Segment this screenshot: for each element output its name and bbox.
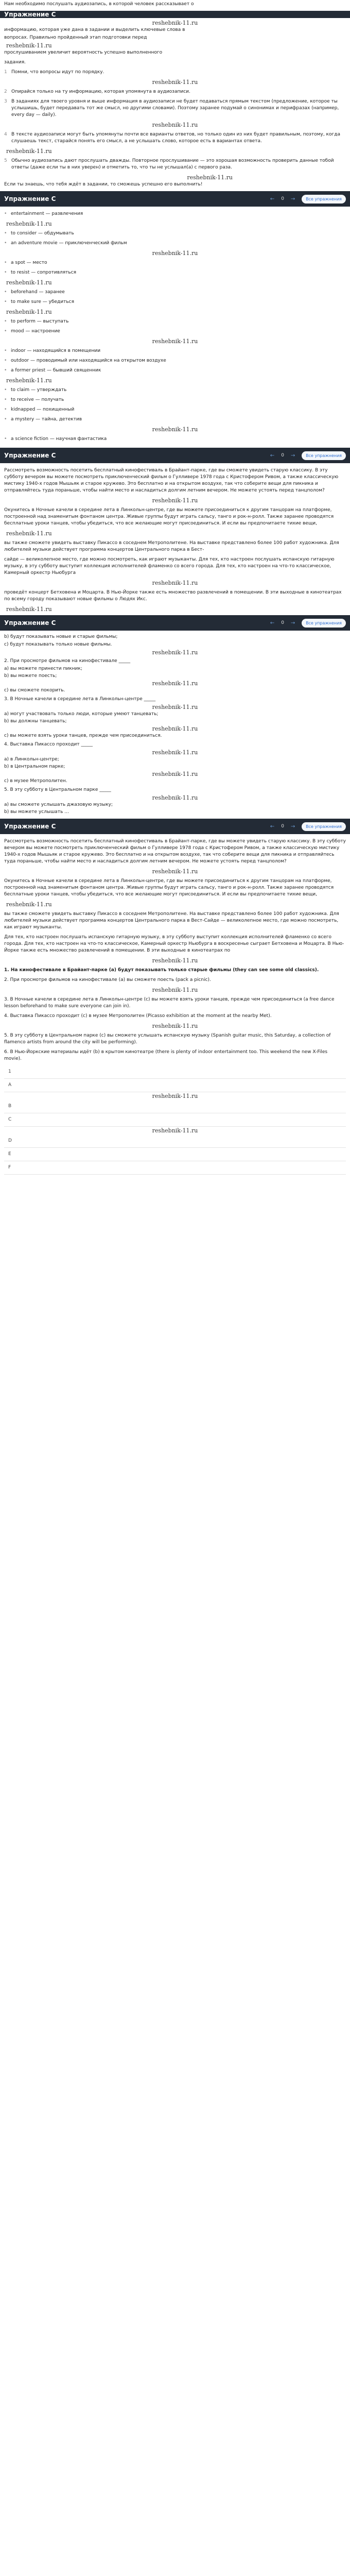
vocab-item — [4, 240, 346, 247]
option-text: b) вы можете услышать ... — [4, 809, 69, 815]
vocab-item — [4, 436, 346, 443]
option-text: c) вы можете взять уроки танцев, прежде чем присоединиться. — [4, 733, 162, 738]
bullet-icon: • — [4, 211, 7, 216]
vocab-item — [4, 211, 346, 217]
question-block — [4, 787, 346, 816]
tip-text: Опирайся только на ту информацию, которая упомянута в аудиозаписи. — [11, 89, 190, 94]
watermark: reshebnik-11.ru — [152, 338, 198, 345]
section-4-body — [0, 631, 350, 819]
watermark: reshebnik-11.ru — [152, 868, 198, 875]
section-1-intro — [0, 0, 350, 11]
watermark: reshebnik-11.ru — [6, 279, 52, 286]
vocab-text: to make sure — убедиться — [11, 299, 75, 304]
prev-arrow-icon[interactable]: ← — [270, 452, 275, 459]
watermark: reshebnik-11.ru — [152, 79, 198, 86]
bullet-icon: • — [4, 260, 7, 265]
answer-cell[interactable] — [318, 1149, 334, 1160]
vocab-item — [4, 406, 346, 413]
vocab-item — [4, 269, 346, 276]
vocab-text: kidnapped — похищенный — [11, 407, 75, 412]
tip-item — [4, 98, 346, 118]
vocab-text: a mystery — тайна, детектив — [11, 417, 82, 422]
exercise-header-1 — [0, 11, 350, 18]
option-text: a) вы сможете услышать джазовую музыку; — [4, 802, 113, 807]
answer-row — [4, 1148, 346, 1161]
section-3-body — [0, 463, 350, 615]
row-label: 1 — [8, 1069, 11, 1074]
bullet-icon: • — [4, 417, 7, 422]
vocab-item — [4, 416, 346, 423]
page-counter: 0 — [281, 823, 284, 829]
translation-paragraph: Рассмотреть возможность посетить бесплатный кинофестиваль в Брайант-парке, где вы сможете увидеть старую классику. В эту субботу вечером вы можете посмотреть приключенческий фильм о Гулливере 1978 года с Кристофером Ривом, а также классическую мистику 1940-х годов Мышьяк и старое кружево. Это бесплатно и на открытом воздухе, так что соберите вещи для пикника и отправляйтесь туда пораньше, чтобы найти место и насладиться долгим летним вечером. Не можете устоять перед танцполом? — [4, 468, 339, 493]
text-line: задания. — [4, 60, 26, 65]
exercise-header-5 — [0, 819, 350, 834]
bullet-icon: • — [4, 387, 7, 393]
all-exercises-button[interactable]: Все упражнения — [302, 451, 346, 460]
tip-item — [4, 158, 346, 171]
option-text: c) будут показывать только новые фильмы. — [4, 642, 112, 647]
bullet-icon: • — [4, 290, 7, 295]
tip-number: 1 — [4, 70, 7, 75]
watermark: reshebnik-11.ru — [152, 649, 198, 656]
answer-item: 4. Выставка Пикассо проходит (c) в музее Метрополитен (Picasso exhibition at the moment at the nearby Met). — [4, 1013, 272, 1019]
answer-item: 3. В Ночные качели в середине лета в Линкольн-центре (c) вы можете взять уроки танцев, прежде чем присоединиться (a free dance lesson beforehand to make sure everyone can join in). — [4, 997, 335, 1009]
watermark: reshebnik-11.ru — [152, 987, 198, 993]
vocab-text: to claim — утверждать — [11, 387, 67, 393]
answer-row — [4, 1134, 346, 1148]
exercise-title: Упражнение С — [4, 619, 56, 626]
exercise-nav — [269, 451, 346, 460]
vocab-item — [4, 387, 346, 394]
watermark: reshebnik-11.ru — [152, 1093, 198, 1099]
translation-paragraph: Окунитесь в Ночные качели в середине лета в Линкольн-центре, где вы можете присоединиться к другим танцорам на платформе, построенной над знаменитым фонтаном центра. Живые группы будут играть сальсу, танго и рок-н-ролл. Также заранее проводятся бесплатные уроки танцев, чтобы убедиться, что все желающие могут присоединиться. И если вы предпочитаете тихие вещи, — [4, 507, 334, 526]
next-arrow-icon[interactable]: → — [290, 823, 295, 829]
vocab-text: a former priest — бывший священник — [11, 368, 101, 373]
question-text: 5. В эту субботу в Центральном парке _____ — [4, 787, 111, 792]
tip-text: Обычно аудиозапись дают прослушать дважды. Повторное прослушивание — это хорошая возможность проверить данные тобой ответы (даже если ты в них уверен) и отметить то, что ты не услышал(а) с первого раза. — [11, 158, 334, 170]
bullet-icon: • — [4, 319, 7, 324]
vocab-item — [4, 348, 346, 354]
watermark: reshebnik-11.ru — [152, 122, 198, 128]
answer-cell[interactable] — [318, 1163, 334, 1173]
vocab-text: a spot — место — [11, 260, 47, 265]
prev-arrow-icon[interactable]: ← — [270, 823, 275, 829]
vocab-list — [4, 211, 346, 443]
bullet-icon: • — [4, 241, 7, 246]
watermark: reshebnik-11.ru — [152, 704, 198, 710]
vocab-text: an adventure movie — приключенческий фильм — [11, 241, 127, 246]
bullet-icon: • — [4, 348, 7, 353]
vocab-item — [4, 230, 346, 237]
watermark: reshebnik-11.ru — [152, 957, 198, 964]
bullet-icon: • — [4, 270, 7, 275]
exercise-header-3 — [0, 448, 350, 463]
watermark: reshebnik-11.ru — [6, 606, 52, 613]
bullet-icon: • — [4, 231, 7, 236]
intro-text: Нам необходимо послушать аудиозапись, в которой человек рассказывает о — [4, 2, 194, 7]
translation-paragraph: проведёт концерт Бетховена и Моцарта. В Нью-Йорке также есть множество развлечений в помещении. В эти выходные в кинотеатрах по всему городу показывают новые фильмы о Людях Икс. — [4, 590, 342, 602]
vocab-item — [4, 260, 346, 266]
row-label: F — [8, 1165, 11, 1170]
answer-table — [4, 1065, 346, 1175]
translation-paragraph: сайде — великолепное место, где можно посмотреть, как играют музыканты. Для тех, кто настроен послушать испанскую гитарную музыку, в эту субботу выступит коллекция исполнителей фламенко со всего города. Для тех, кто настроен на что-то классическое, Камерный оркестр Ньюбурга — [4, 557, 335, 575]
vocab-text: entertainment — развлечения — [11, 211, 83, 216]
prev-arrow-icon[interactable]: ← — [270, 620, 275, 626]
page-counter: 0 — [281, 196, 284, 201]
option-text: c) вы сможете покорить. — [4, 688, 65, 693]
question-block — [4, 696, 346, 739]
vocab-item — [4, 367, 346, 374]
text-line: вопросах. Правильно пройденный этап подготовки перед — [4, 35, 147, 40]
tip-number: 2 — [4, 89, 7, 94]
vocab-text: outdoor — проводимый или находящийся на открытом воздухе — [11, 358, 166, 363]
vocab-item — [4, 358, 346, 364]
watermark: reshebnik-11.ru — [6, 377, 52, 384]
tip-number: 3 — [4, 99, 7, 104]
tip-number: 5 — [4, 158, 7, 163]
bullet-icon: • — [4, 329, 7, 334]
tip-text: В тексте аудиозаписи могут быть упомянуты почти все варианты ответов, но только один из них будет правильным, поэтому, когда слушаешь текст, старайся понять его смысл, а не услышать слово, которое есть в вариантах ответа. — [11, 132, 340, 144]
answer-cell[interactable] — [318, 1136, 334, 1146]
answer-paragraph: вы также сможете увидеть выставку Пикассо в соседнем Метрополитене. На выставке представлено более 100 работ художника. Для любителей музыки действует программа концертов Центрального парка в Вест-Сайде — великолепное место, где можно посмотреть, как играют музыканты. — [4, 911, 339, 930]
tip-number: 4 — [4, 132, 7, 137]
watermark: reshebnik-11.ru — [6, 530, 52, 537]
vocab-text: to consider — обдумывать — [11, 231, 74, 236]
bullet-icon: • — [4, 436, 7, 442]
row-label: C — [8, 1117, 12, 1122]
vocab-item — [4, 289, 346, 296]
translation-paragraph: вы также сможете увидеть выставку Пикассо в соседнем Метрополитене. На выставке представлено более 100 работ художника. Для любителей музыки действует программа концертов Центрального парка в Бест- — [4, 540, 339, 552]
bullet-icon: • — [4, 407, 7, 412]
watermark: reshebnik-11.ru — [152, 771, 198, 777]
vocab-text: indoor — находящийся в помещении — [11, 348, 101, 353]
watermark: reshebnik-11.ru — [6, 901, 52, 908]
answer-paragraph: Окунитесь в Ночные качели в середине лета в Линкольн-центре, где вы можете присоединиться к другим танцорам на платформе, построенной над знаменитым фонтаном центра. Живые группы будут играть сальсу, танго и рок-н-ролл. Также заранее проводятся бесплатные уроки танцев, чтобы убедиться, что все желающие могут присоединиться. И если вы предпочитаете тихие вещи, — [4, 878, 334, 897]
bullet-icon: • — [4, 299, 7, 304]
section-1-body — [0, 18, 350, 191]
bullet-icon: • — [4, 368, 7, 373]
next-arrow-icon[interactable]: → — [290, 452, 295, 459]
exercise-nav — [269, 822, 346, 831]
answer-paragraph: Рассмотреть возможность посетить бесплатный кинофестиваль в Брайант-парке, где вы можете увидеть старую классику. В эту субботу вечером вы можете посмотреть приключенческий фильм о Гулливере 1978 года с Кристофером Ривом, а также классическую мистику 1940-х годов Мышьяк и старое кружево. Это бесплатно и на открытом воздухе, так что соберите вещи для пикника и отправляйтесь туда пораньше, чтобы найти место и насладиться долгим летним вечером. Не можете устоять перед танцполом? — [4, 839, 346, 864]
watermark: reshebnik-11.ru — [152, 250, 198, 257]
outro-text: Если ты знаешь, что тебя ждёт в задании, то сможешь успешно его выполнить! — [4, 182, 203, 187]
all-exercises-button[interactable]: Все упражнения — [302, 619, 346, 628]
option-text: b) вы должны танцевать; — [4, 719, 67, 724]
bullet-icon: • — [4, 397, 7, 402]
exercise-title: Упражнение С — [4, 195, 56, 202]
watermark: reshebnik-11.ru — [6, 309, 52, 315]
tip-item — [4, 131, 346, 145]
option-text: a) вы можете принести пикник; — [4, 666, 82, 671]
row-label: D — [8, 1138, 12, 1143]
answer-row — [4, 1100, 346, 1113]
exercise-header-2 — [0, 191, 350, 207]
vocab-item — [4, 299, 346, 306]
watermark: reshebnik-11.ru — [152, 794, 198, 801]
answer-item: 5. В эту субботу в Центральном парке (c) вы сможете услышать испанскую музыку (Spanish guitar music, this Saturday, a collection of flamenco artists from around the city will be performing). — [4, 1033, 331, 1045]
watermark: reshebnik-11.ru — [152, 1023, 198, 1029]
tip-text: В заданиях для твоего уровня и выше информация в аудиозаписи не будет подаваться прямым текстом (предложение, которое ты услышишь, будет передавать тот же смысл, но другими словами). Поэтому заранее подумай о синонимах и перифразах (например, every day — daily). — [11, 99, 339, 117]
exercise-title: Упражнение С — [4, 451, 56, 459]
vocab-item — [4, 328, 346, 335]
vocab-text: to perform — выступать — [11, 319, 69, 324]
vocab-text: beforehand — заранее — [11, 290, 65, 295]
answer-cell[interactable] — [318, 1080, 334, 1091]
tip-item — [4, 69, 346, 76]
page-counter: 0 — [281, 620, 284, 625]
vocab-item — [4, 318, 346, 325]
option-text: a) могут участвовать только люди, которые умеют танцевать; — [4, 711, 159, 717]
text-line: прослушиванием увеличит вероятность успешно выполненного — [4, 50, 163, 55]
question-text: 3. В Ночные качели в середине лета в Линкольн-центре _____ — [4, 697, 156, 702]
option-text: c) в музее Метрополитен. — [4, 778, 67, 784]
option-text: a) в Линкольн-центре; — [4, 757, 59, 762]
question-text: 4. Выставка Пикассо проходит _____ — [4, 742, 93, 747]
watermark: reshebnik-11.ru — [152, 497, 198, 504]
exercise-nav — [269, 619, 346, 628]
exercise-title: Упражнение С — [4, 10, 56, 18]
answer-row — [4, 1161, 346, 1175]
watermark: reshebnik-11.ru — [152, 580, 198, 586]
bullet-icon: • — [4, 358, 7, 363]
row-label: E — [8, 1151, 11, 1157]
tip-text: Помни, что вопросы идут по порядку. — [11, 70, 104, 75]
vocab-text: mood — настроение — [11, 329, 60, 334]
answer-item: 2. При просмотре фильмов на кинофестивале (а) вы сможете поесть (pack a picnic). — [4, 977, 211, 982]
watermark: reshebnik-11.ru — [6, 42, 52, 49]
answer-item: 1. На кинофестивале в Брайант-парке (а) будут показывать только старые фильмы (they can see some old classics). — [4, 968, 319, 973]
answer-item: 6. В Нью-Йоркские материалы идёт (b) в крытом кинотеатре (there is plenty of indoor entertainment too. This weekend the new X-Files movie). — [4, 1049, 328, 1061]
exercise-nav — [269, 195, 346, 204]
exercise-header-4 — [0, 615, 350, 631]
answer-row — [4, 1079, 346, 1092]
section-2-body — [0, 207, 350, 448]
answer-row — [4, 1113, 346, 1127]
answer-cell[interactable] — [318, 1067, 334, 1077]
prev-arrow-icon[interactable]: ← — [270, 196, 275, 202]
text-line: информацию, которая уже дана в задании и выделить ключевые слова в — [4, 27, 185, 32]
watermark: reshebnik-11.ru — [187, 174, 233, 181]
watermark: reshebnik-11.ru — [6, 221, 52, 227]
question-text: b) будут показывать новые и старые фильмы; — [4, 634, 118, 639]
option-text: b) вы можете поесть; — [4, 673, 57, 679]
vocab-text: to receive — получать — [11, 397, 64, 402]
answer-paragraph: Для тех, кто настроен послушать испанскую гитарную музыку, в эту субботу выступит коллекция исполнителей фламенко со всего города. Для тех, кто настроен на что-то классическое, Камерный оркестр Ньюбурга в воскресенье сыграет Бетховена и Моцарта. В Нью-Йорке также есть множество развлечений в помещении. В эти выходные в кинотеатрах по — [4, 935, 344, 953]
watermark: reshebnik-11.ru — [152, 749, 198, 756]
next-arrow-icon[interactable]: → — [290, 196, 295, 202]
page-counter: 0 — [281, 452, 284, 458]
watermark: reshebnik-11.ru — [6, 148, 52, 155]
row-label: B — [8, 1104, 12, 1109]
watermark: reshebnik-11.ru — [152, 680, 198, 687]
vocab-text: a science fiction — научная фантастика — [11, 436, 107, 442]
vocab-item — [4, 397, 346, 403]
watermark: reshebnik-11.ru — [152, 20, 198, 26]
all-exercises-button[interactable]: Все упражнения — [302, 822, 346, 831]
row-label: A — [8, 1082, 12, 1088]
exercise-title: Упражнение С — [4, 822, 56, 830]
option-text: b) в Центральном парке; — [4, 764, 65, 769]
vocab-text: to resist — сопротивляться — [11, 270, 77, 275]
answer-cell[interactable] — [318, 1101, 334, 1112]
answer-cell[interactable] — [318, 1115, 334, 1125]
watermark: reshebnik-11.ru — [152, 1127, 198, 1134]
watermark: reshebnik-11.ru — [152, 725, 198, 732]
question-text: 2. При просмотре фильмов на кинофестивале _____ — [4, 658, 131, 664]
question-block — [4, 658, 346, 694]
section-5-body — [0, 834, 350, 1177]
all-exercises-button[interactable]: Все упражнения — [302, 195, 346, 204]
watermark: reshebnik-11.ru — [152, 426, 198, 433]
next-arrow-icon[interactable]: → — [290, 620, 295, 626]
tip-item — [4, 89, 346, 95]
answer-row — [4, 1065, 346, 1079]
question-block — [4, 741, 346, 785]
question-block — [4, 634, 346, 648]
